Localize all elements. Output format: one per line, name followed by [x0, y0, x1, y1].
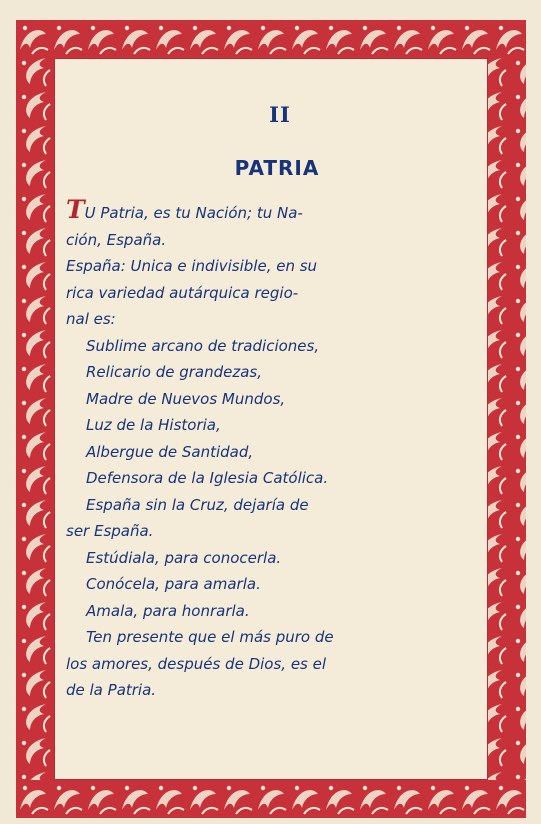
text-line: Relicario de grandezas,: [86, 363, 263, 381]
text-line: de la Patria.: [66, 681, 157, 699]
page-title: PATRIA: [234, 156, 320, 180]
text-line: nal es:: [66, 310, 116, 328]
text-line: Luz de la Historia,: [86, 416, 221, 434]
text-line: Madre de Nuevos Mundos,: [86, 389, 286, 408]
drop-cap: T: [66, 195, 85, 224]
text-line: España sin la Cruz, dejaría de: [86, 495, 309, 514]
text-line: los amores, después de Dios, es el: [66, 654, 327, 673]
section-numeral: II: [269, 102, 291, 127]
text-line: Defensora de la Iglesia Católica.: [86, 469, 329, 487]
text-line: Ten presente que el más puro de: [86, 628, 334, 646]
text-line: ser España.: [66, 522, 154, 540]
text-line: Sublime arcano de tradiciones,: [86, 336, 320, 355]
text-block: [66, 96, 476, 756]
text-line: Conócela, para amarla.: [86, 575, 261, 593]
text-line: ción, España.: [66, 230, 167, 249]
text-line: España: Unica e indivisible, en su: [66, 257, 318, 275]
text-line: rica variedad autárquica regio-: [66, 283, 299, 302]
text-line: Estúdiala, para conocerla.: [86, 548, 282, 567]
text-line: Albergue de Santidad,: [86, 442, 254, 461]
text-line: TU Patria, es tu Nación; tu Na-: [66, 195, 303, 224]
text-line: Amala, para honrarla.: [86, 601, 250, 620]
body-text: [66, 195, 476, 704]
